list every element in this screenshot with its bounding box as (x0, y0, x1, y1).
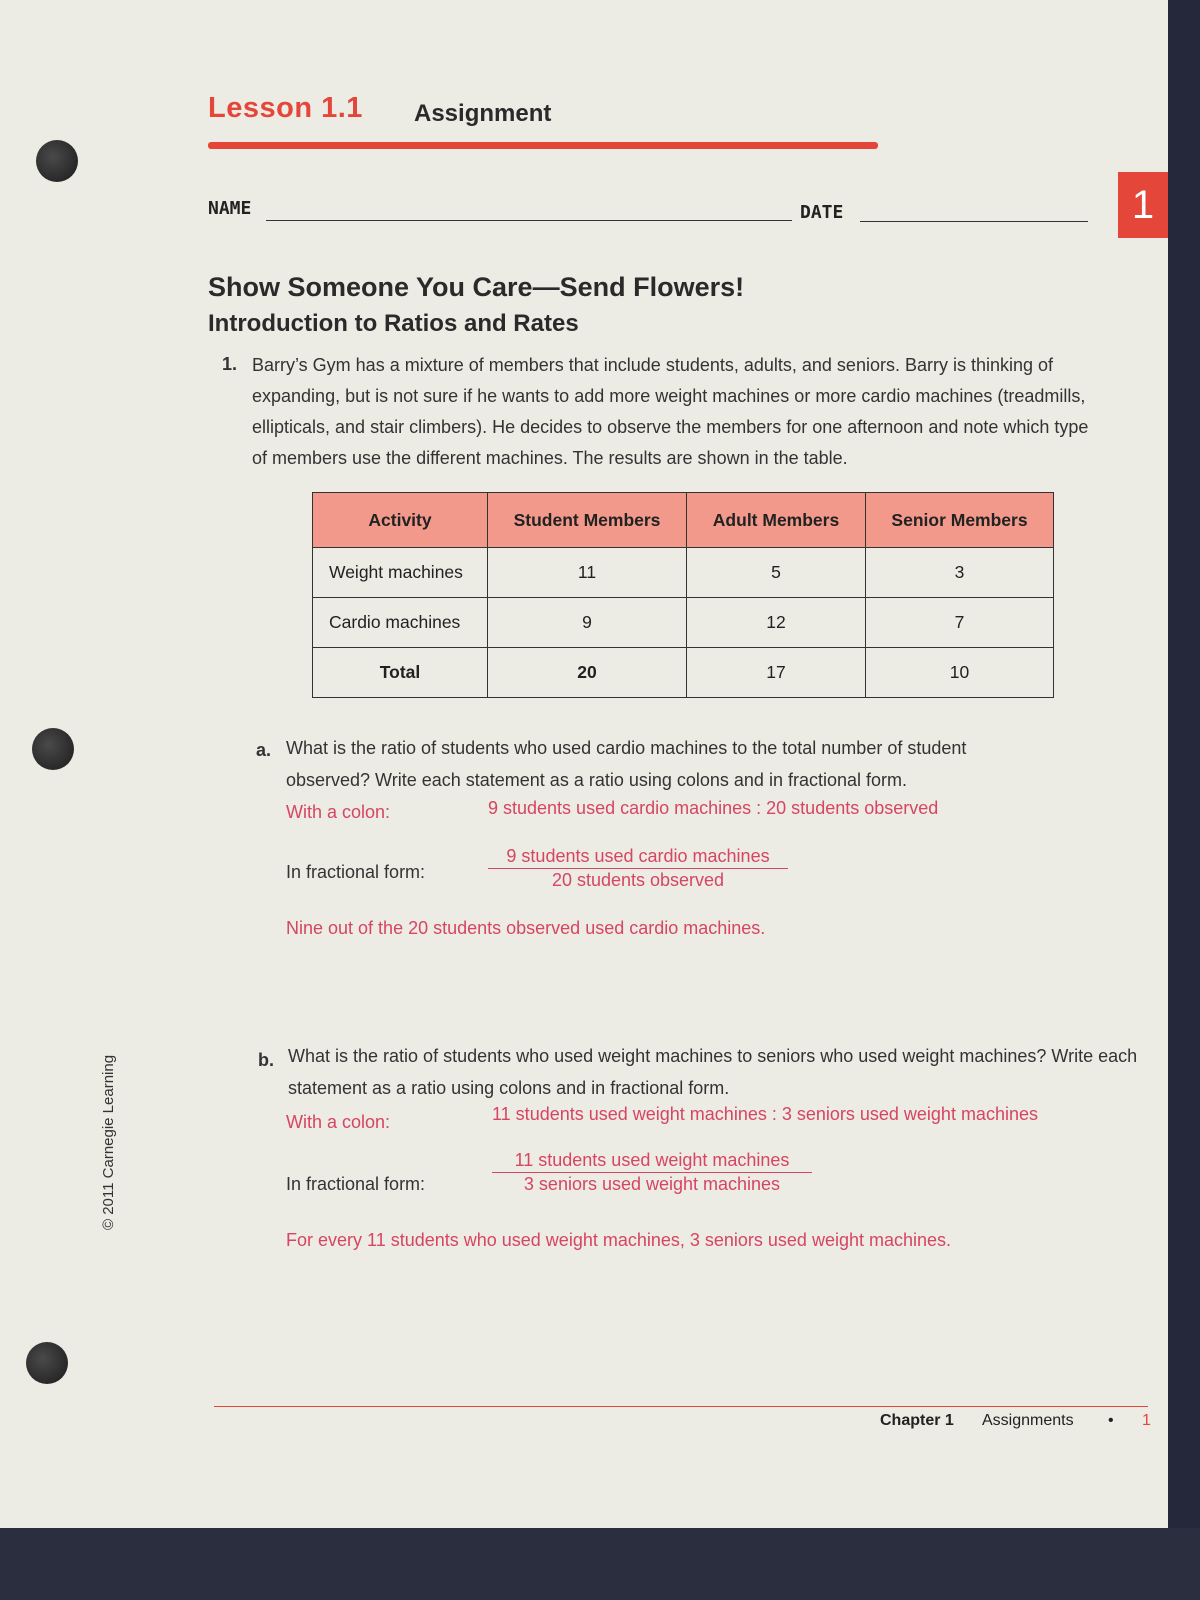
name-label: NAME (208, 198, 252, 219)
table-cell: 7 (866, 598, 1054, 648)
footer-rule (214, 1406, 1148, 1407)
part-b-question: What is the ratio of students who used weight machines to seniors who used weight machines? Write each statement as a ratio using colons and in fractional form. (288, 1046, 1138, 1098)
header-rule (208, 142, 878, 149)
part-a-question: What is the ratio of students who used cardio machines to the total number of student observed? Write each statement as a ratio using colons and in fractional form. (286, 738, 967, 790)
assignment-heading: Assignment (414, 100, 552, 127)
binder-hole-bottom (26, 1342, 68, 1384)
part-b-fraction (492, 1150, 812, 1195)
binder-hole-top (36, 140, 78, 182)
fraction-denominator: 20 students observed (551, 870, 725, 890)
fraction-numerator: 11 students used weight machines (492, 1150, 812, 1173)
table-header: Adult Members (687, 493, 866, 548)
part-b-fraction-label: In fractional form: (286, 1174, 426, 1194)
part-a-fraction-label: In fractional form: (286, 862, 426, 882)
table-cell: 11 (488, 548, 687, 598)
footer-section: Assignments (982, 1412, 1074, 1429)
copyright-notice: © 2011 Carnegie Learning (100, 1054, 117, 1230)
part-a-colon-label: With a colon: (286, 802, 391, 822)
background-edge (1168, 0, 1200, 1528)
member-activity-table (312, 492, 1054, 698)
page-subtitle: Introduction to Ratios and Rates (208, 310, 579, 337)
chapter-tab: 1 (1118, 172, 1168, 238)
table-row-total (313, 648, 1054, 698)
table-header: Student Members (488, 493, 687, 548)
footer-chapter: Chapter 1 (880, 1412, 954, 1429)
table-cell: Weight machines (313, 548, 488, 598)
table-cell: 10 (866, 648, 1054, 698)
date-label: DATE (800, 202, 844, 223)
table-cell: 17 (687, 648, 866, 698)
background-surface (0, 1528, 1200, 1600)
table-cell: Cardio machines (313, 598, 488, 648)
table-header-row (313, 493, 1054, 548)
fraction-denominator: 3 seniors used weight machines (523, 1174, 781, 1194)
table-cell: 5 (687, 548, 866, 598)
name-field-line[interactable] (266, 220, 792, 221)
question-text: Barry’s Gym has a mixture of members that include students, adults, and seniors. Barry is thinking of expanding, but is not sure if he wants to add more weight machines or more cardio machines (treadmills, ellipticals, and stair climbers). He decides to observe the members for one afternoon and note which type of members use the different machines. The results are shown in the table. (252, 355, 1089, 468)
lesson-number: Lesson 1.1 (208, 92, 363, 124)
footer-bullet: • (1108, 1412, 1114, 1429)
table-cell: 12 (687, 598, 866, 648)
part-a-fraction (488, 846, 788, 891)
part-a-statement: Nine out of the 20 students observed used cardio machines. (286, 918, 766, 938)
part-b-statement: For every 11 students who used weight machines, 3 seniors used weight machines. (286, 1230, 952, 1250)
page-title: Show Someone You Care—Send Flowers! (208, 272, 745, 302)
table-header: Senior Members (866, 493, 1054, 548)
table-header: Activity (313, 493, 488, 548)
table-cell: 20 (488, 648, 687, 698)
table-cell: 3 (866, 548, 1054, 598)
table-row (313, 548, 1054, 598)
table-cell: 9 (488, 598, 687, 648)
part-b-colon-label: With a colon: (286, 1112, 391, 1132)
fraction-numerator: 9 students used cardio machines (488, 846, 788, 869)
footer-page-number: 1 (1142, 1412, 1151, 1429)
part-b-label: b. (258, 1050, 274, 1070)
part-a-colon-answer: 9 students used cardio machines : 20 students observed (488, 798, 939, 818)
table-cell: Total (313, 648, 488, 698)
part-a-label: a. (256, 740, 272, 760)
table-row (313, 598, 1054, 648)
date-field-line[interactable] (860, 221, 1088, 222)
question-number: 1. (222, 354, 238, 374)
part-b-colon-answer: 11 students used weight machines : 3 seniors used weight machines (492, 1104, 1038, 1124)
binder-hole-middle (32, 728, 74, 770)
